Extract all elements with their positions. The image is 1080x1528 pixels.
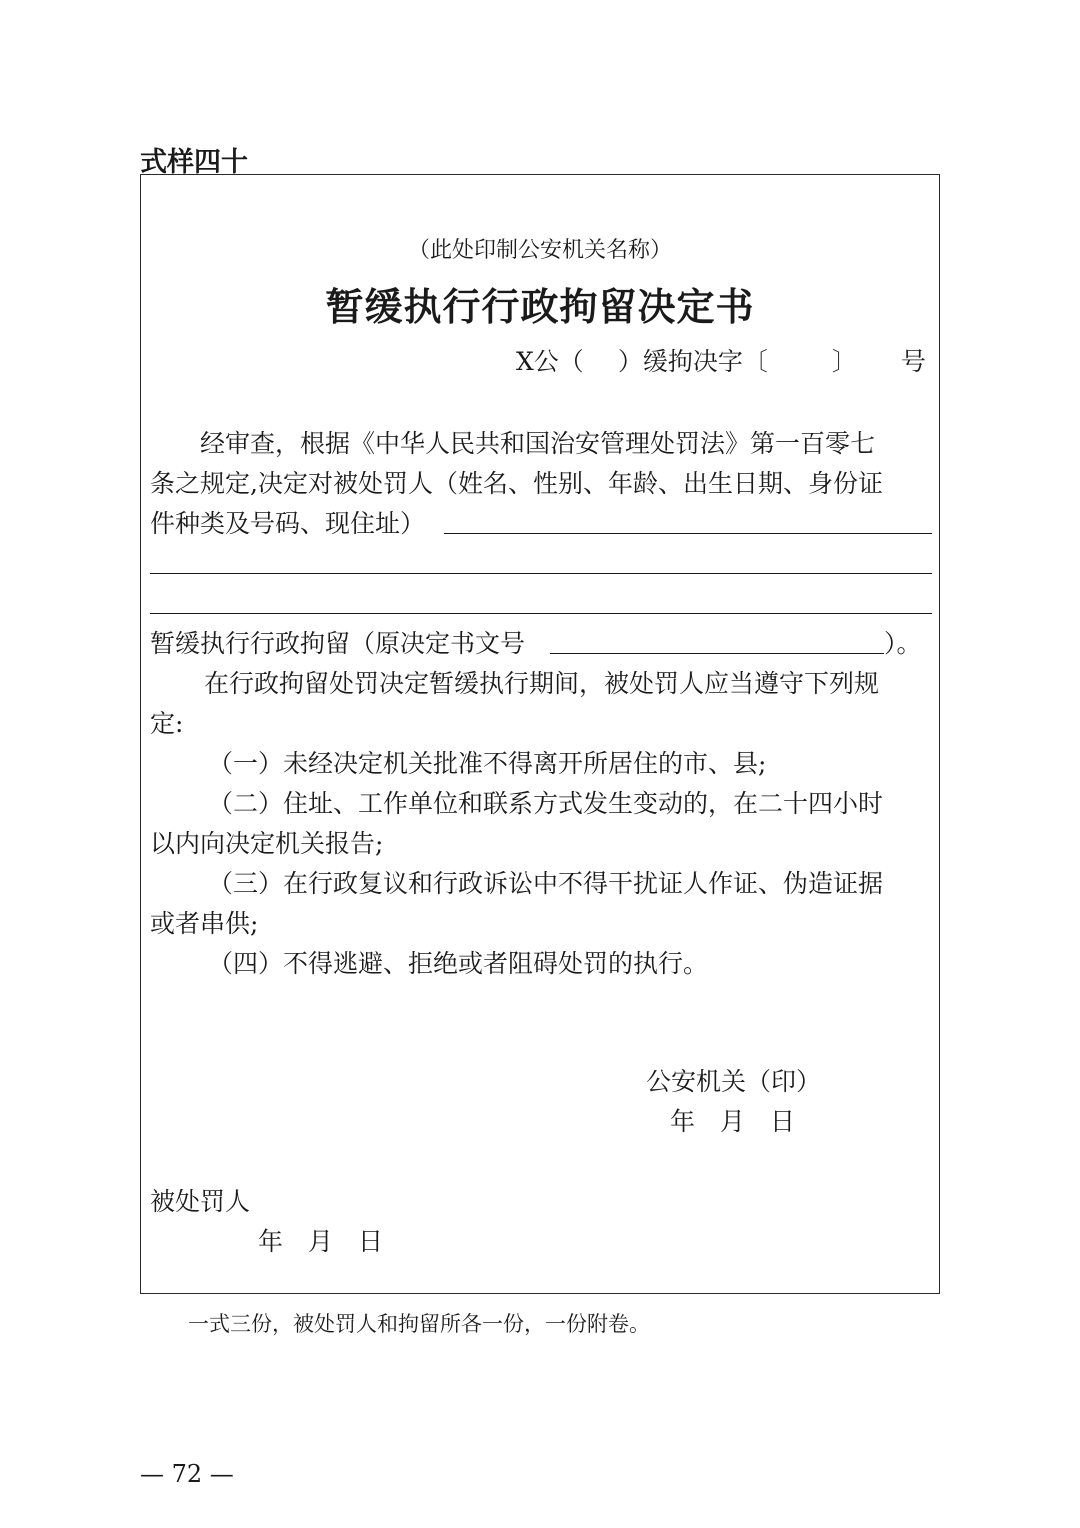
document-number (516, 342, 926, 378)
rules-intro-line-1: 在行政拘留处罚决定暂缓执行期间，被处罚人应当遵守下列规 (204, 669, 880, 698)
page-number: — 72 — (140, 1460, 234, 1488)
document-title: 暂缓执行行政拘留决定书 (325, 284, 755, 329)
doc-number-mid: ）缓拘决字〔 (617, 347, 768, 376)
body-line-1: 经审查，根据《中华人民共和国治安管理处罚法》第一百零七 (200, 429, 876, 458)
fill-line-person-info-2[interactable] (150, 573, 932, 574)
body-line-2: 条之规定,决定对被处罚人（姓名、性别、年龄、出生日期、身份证 (150, 469, 883, 498)
agency-name-placeholder: （此处印制公安机关名称） (407, 238, 672, 263)
body-line-3: 件种类及号码、现住址） (150, 509, 426, 538)
doc-number-close: 〕 (831, 347, 857, 376)
rule-3-line-2: 或者串供; (150, 909, 259, 938)
suspend-line-prefix: 暂缓执行行政拘留（原决定书文号 (150, 629, 526, 658)
punished-person-label: 被处罚人 (150, 1187, 251, 1216)
rule-2-line-1: （二）住址、工作单位和联系方式发生变动的，在二十四小时 (208, 789, 884, 818)
agency-date: 年 月 日 (670, 1107, 796, 1136)
fill-line-original-doc-number[interactable] (550, 653, 884, 654)
footnote: 一式三份，被处罚人和拘留所各一份，一份附卷。 (188, 1312, 650, 1336)
rule-3-line-1: （三）在行政复议和行政诉讼中不得干扰证人作证、伪造证据 (208, 869, 884, 898)
fill-line-person-info-3[interactable] (150, 613, 932, 614)
fill-line-person-info[interactable] (444, 533, 932, 534)
rule-2-line-2: 以内向决定机关报告; (150, 829, 384, 858)
doc-number-suffix: 号 (900, 347, 926, 376)
doc-number-prefix: X公（ (516, 347, 584, 376)
rule-1: （一）未经决定机关批准不得离开所居住的市、县; (208, 749, 767, 778)
suspend-line-suffix: ）。 (884, 629, 922, 658)
form-code: 式样四十 (140, 147, 248, 178)
rules-intro-line-2: 定: (150, 709, 184, 738)
agency-seal: 公安机关（印） (646, 1067, 822, 1096)
punished-person-date: 年 月 日 (258, 1227, 384, 1256)
rule-4: （四）不得逃避、拒绝或者阻碍处罚的执行。 (208, 949, 709, 978)
